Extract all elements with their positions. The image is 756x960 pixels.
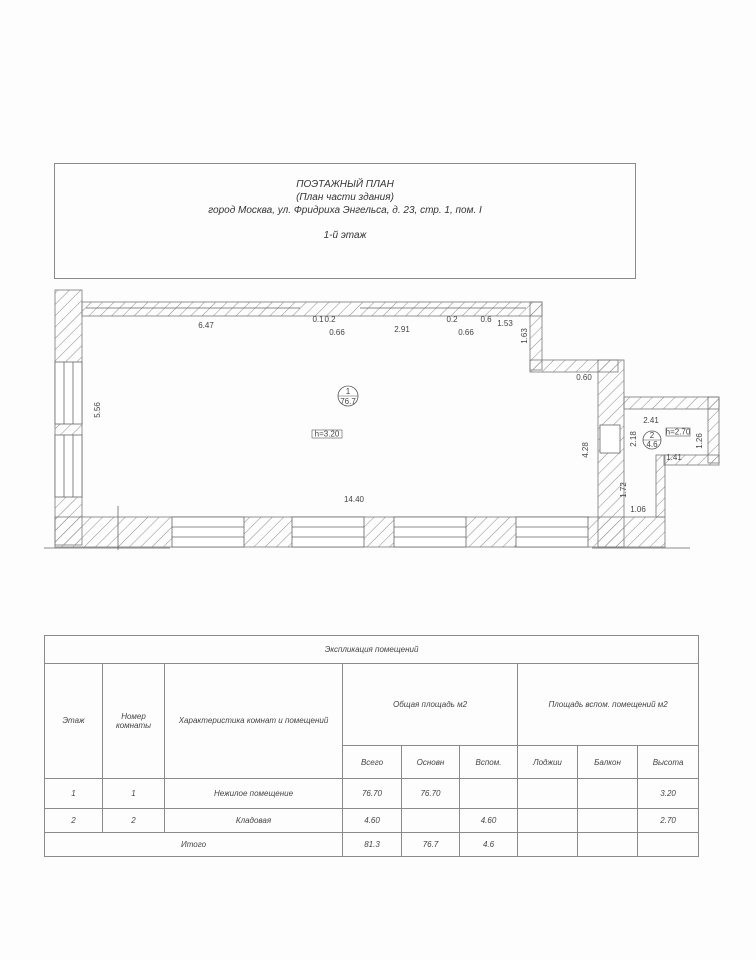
total-all: 81.3: [343, 832, 402, 856]
header-main: Основн: [402, 746, 460, 778]
room1-area: 76.7: [340, 397, 356, 406]
total-label: Итого: [45, 832, 343, 856]
floor-plan: [0, 280, 756, 580]
total-aux: 4.6: [460, 832, 518, 856]
window-bottom-1: [172, 517, 244, 547]
cell-aux: 4.60: [460, 808, 518, 832]
dim-top-a: 0.66: [329, 328, 345, 337]
title-block: [54, 163, 636, 279]
window-bottom-4: [516, 517, 588, 547]
total-main: 76.7: [402, 832, 460, 856]
cell-number: 1: [103, 778, 165, 808]
header-loggia: Лоджии: [518, 746, 578, 778]
cell-name: Кладовая: [165, 808, 343, 832]
cell-height: 2.70: [638, 808, 699, 832]
header-characteristic: Характеристика комнат и помещений: [165, 664, 343, 779]
header-total-area: Общая площадь м2: [343, 664, 518, 746]
dim-top-d: 1.53: [497, 319, 513, 328]
explication-title: Экспликация помещений: [45, 636, 699, 664]
plan-floor-label: 1-й этаж: [323, 230, 367, 241]
plan-subtitle: (План части здания): [296, 192, 394, 203]
room2-marker: [643, 431, 661, 449]
cell-height: 3.20: [638, 778, 699, 808]
dim-small-mid: 1.41: [666, 453, 682, 462]
window-left-1: [55, 362, 82, 424]
cell-floor: 2: [45, 808, 103, 832]
dim-small-left: 2.18: [629, 431, 638, 447]
room2-number: 2: [649, 431, 655, 440]
window-bottom-2: [292, 517, 364, 547]
dim-jamb-b: 0.2: [324, 315, 336, 324]
header-room-number: Номер комнаты: [103, 664, 165, 779]
plan-address: город Москва, ул. Фридриха Энгельса, д. 23, стр. 1, пом. I: [208, 205, 482, 216]
room1-number: 1: [345, 387, 351, 396]
header-all: Всего: [343, 746, 402, 778]
plan-title: ПОЭТАЖНЫЙ ПЛАН: [296, 179, 394, 190]
table-total-row: [45, 832, 699, 856]
window-bottom-3: [394, 517, 466, 547]
dim-jamb-d: 0.6: [480, 315, 492, 324]
dim-bottom: 14.40: [343, 495, 365, 504]
dim-top-left: 6.47: [198, 321, 214, 330]
room1-marker: [338, 386, 358, 406]
cell-balcony: [578, 808, 638, 832]
dim-left-side: 5.56: [93, 402, 102, 418]
total-empty: [578, 832, 638, 856]
total-empty: [518, 832, 578, 856]
dim-jamb-a: 0.1: [312, 315, 324, 324]
wall-storage-inner: [656, 455, 665, 517]
dim-jamb-e: 1.63: [520, 328, 529, 344]
dim-small-wall: 1.72: [619, 482, 628, 498]
cell-main: 76.70: [402, 778, 460, 808]
header-aux: Вспом.: [460, 746, 518, 778]
dim-small-top: 2.41: [643, 416, 659, 425]
room1-height-tag: h=3.20: [314, 429, 340, 439]
walls: [55, 290, 719, 547]
door-storage: [600, 425, 620, 453]
cell-main: [402, 808, 460, 832]
window-left-2: [55, 435, 82, 497]
dim-jamb-c: 0.2: [446, 315, 458, 324]
cell-floor: 1: [45, 778, 103, 808]
header-floor: Этаж: [45, 664, 103, 779]
cell-name: Нежилое помещение: [165, 778, 343, 808]
wall-storage-right: [708, 397, 719, 463]
room2-height-tag: h=2.70: [665, 427, 691, 437]
explication-table: [44, 635, 698, 857]
table-row: [45, 808, 699, 832]
wall-storage-top: [624, 397, 719, 409]
dim-small-right: 1.26: [695, 433, 704, 449]
cell-balcony: [578, 778, 638, 808]
dim-top-c: 0.66: [458, 328, 474, 337]
room2-area: 4.6: [646, 440, 658, 449]
cell-all: 76.70: [343, 778, 402, 808]
dim-top-b: 2.91: [394, 325, 410, 334]
header-aux-area: Площадь вспом. помещений м2: [518, 664, 699, 746]
cell-loggia: [518, 778, 578, 808]
cell-number: 2: [103, 808, 165, 832]
dim-small-bottom: 1.06: [630, 505, 646, 514]
wall-top: [82, 302, 542, 316]
cell-all: 4.60: [343, 808, 402, 832]
cell-aux: [460, 778, 518, 808]
cell-loggia: [518, 808, 578, 832]
header-height: Высота: [638, 746, 699, 778]
dim-right-inner: 4.28: [581, 442, 590, 458]
wall-right: [598, 360, 624, 547]
table-row: [45, 778, 699, 808]
header-balcony: Балкон: [578, 746, 638, 778]
dim-step: 0.60: [576, 373, 592, 382]
total-empty: [638, 832, 699, 856]
